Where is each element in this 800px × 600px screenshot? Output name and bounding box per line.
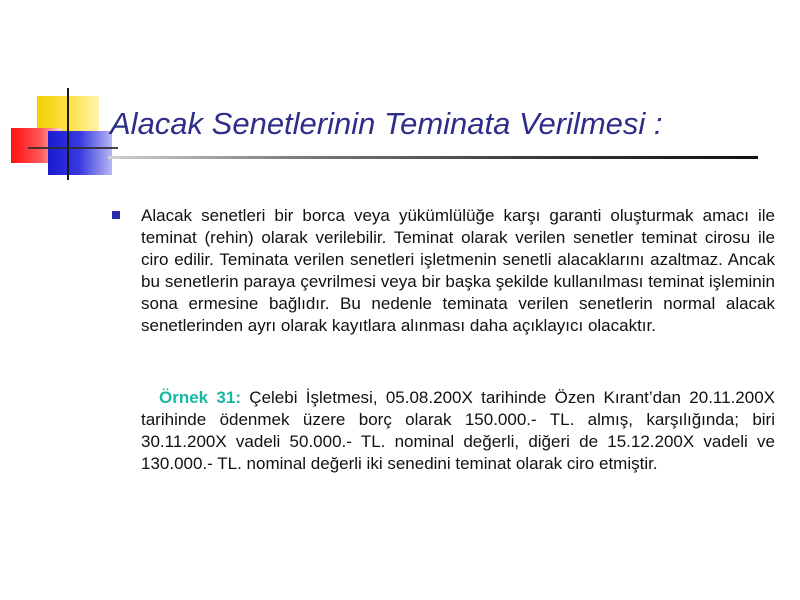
example-label: Örnek 31: [159, 388, 241, 407]
example-paragraph [141, 387, 775, 475]
blue-square [48, 131, 112, 175]
logo-vertical-line [67, 88, 69, 180]
square-bullet-icon [112, 211, 120, 219]
title-underline [108, 156, 758, 159]
slide-title: Alacak Senetlerinin Teminata Verilmesi : [110, 106, 663, 141]
body-paragraph: Alacak senetleri bir borca veya yükümlülüğe karşı garanti oluşturmak amacı ile teminat (rehin) olarak verilebilir. Teminat olarak verilen senetler teminat cirosu ile ciro edilir. Teminata verilen senetleri işletmenin senetli alacaklarını azaltmaz. Ancak bu senetlerin paraya çevrilmesi veya bir başka şekilde kullanılması teminat işleminin sona ermesine bağlıdır. Bu nedenle teminata verilen senetlerin normal alacak senetlerinden ayrı olarak kayıtlara alınması daha açıklayıcı olacaktır. [141, 206, 775, 335]
decorative-block-logo [0, 0, 120, 190]
example-text: Çelebi İşletmesi, 05.08.200X tarihinde Özen Kırant’dan 20.11.200X tarihinde ödenmek üzere borç olarak 150.000.- TL. almış, karşılığında; biri 30.11.200X vadeli 50.000.- TL. nominal değerli, diğeri de 15.12.200X vadeli ve 130.000.- TL. nominal değerli iki senedini teminat olarak ciro etmiştir. [141, 388, 775, 473]
logo-horizontal-line [28, 147, 118, 149]
